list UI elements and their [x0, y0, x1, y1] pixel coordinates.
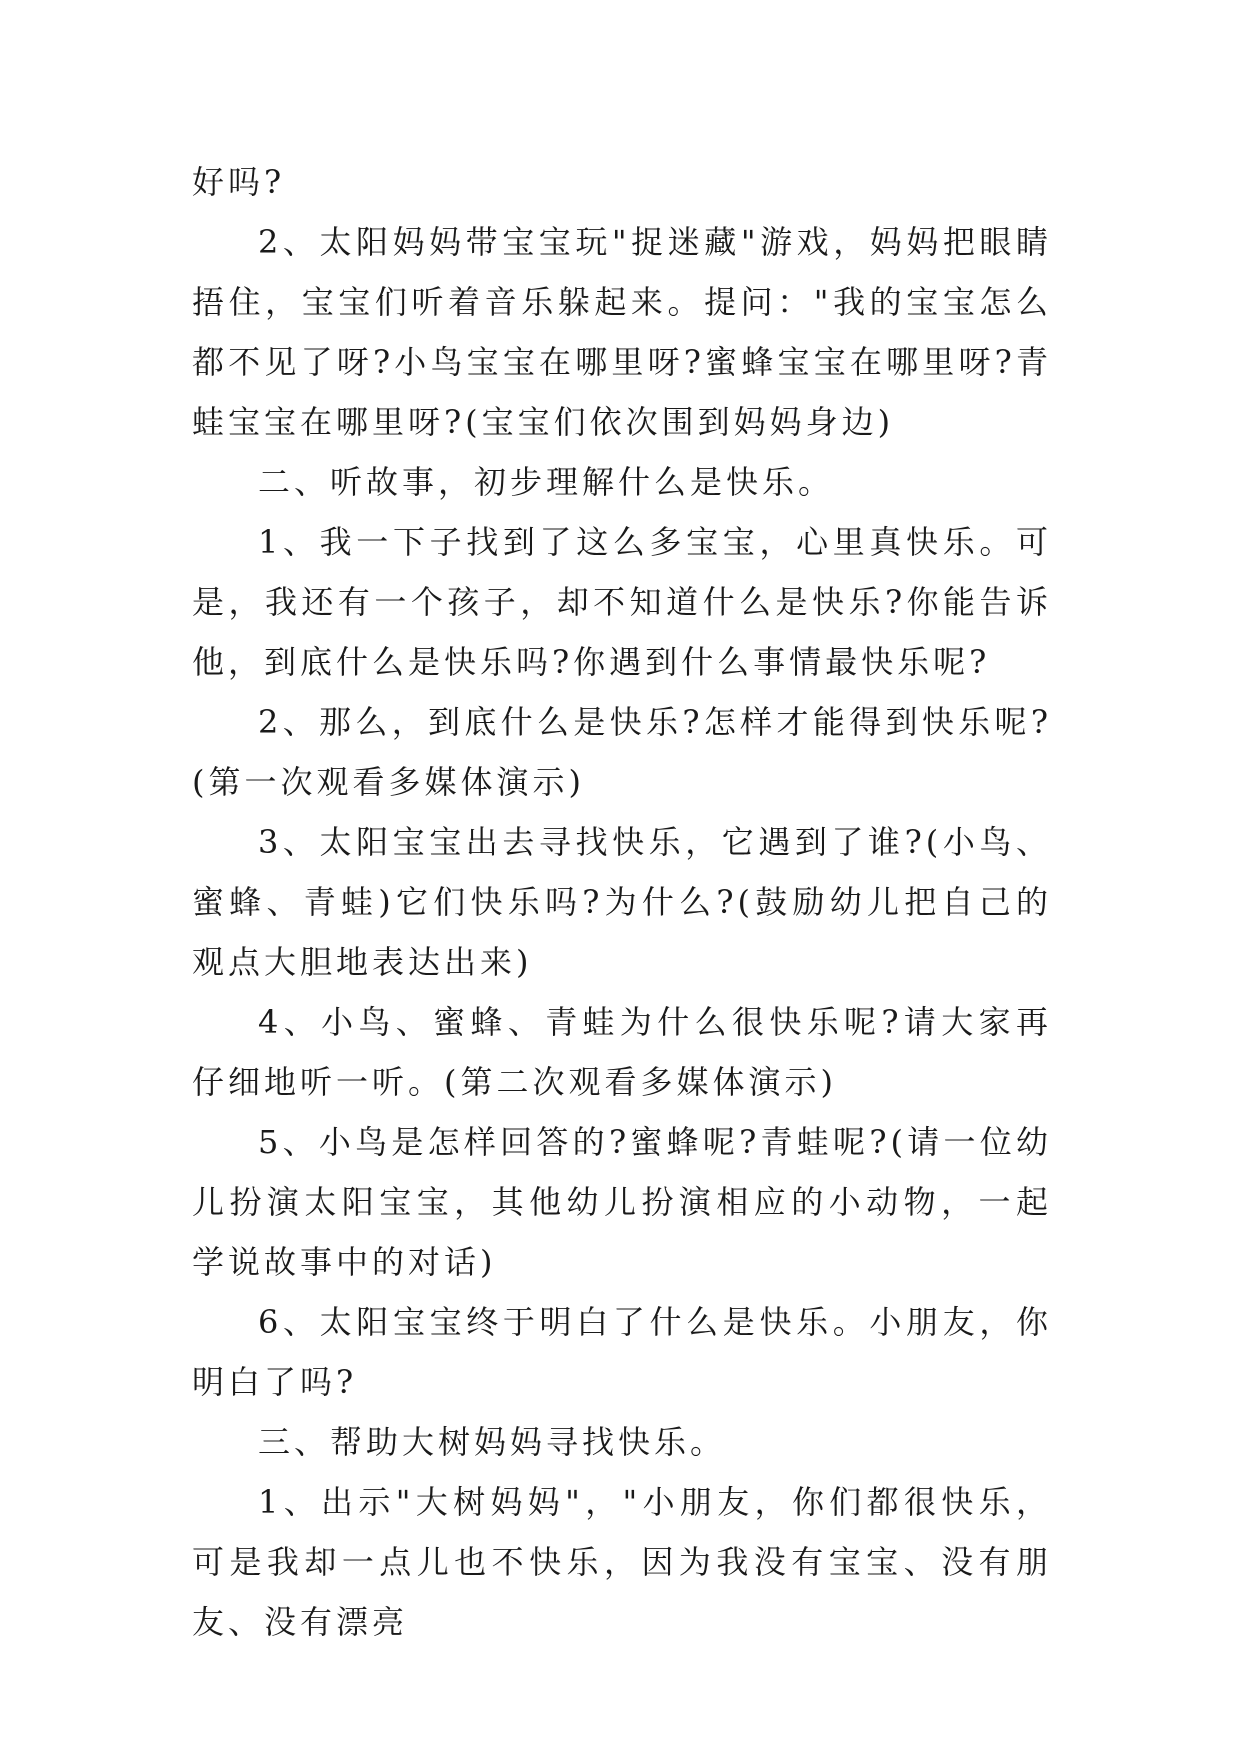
paragraph-tree-mother: 1、出示"大树妈妈"，"小朋友，你们都很快乐，可是我却一点儿也不快乐，因为我没有宝宝、没有朋友、没有漂亮 [192, 1483, 1052, 1641]
document-body [192, 152, 1052, 1652]
paragraph-step-2: 2、那么，到底什么是快乐?怎样才能得到快乐呢?(第一次观看多媒体演示) [192, 703, 1052, 801]
paragraph-step-5: 5、小鸟是怎样回答的?蜜蜂呢?青蛙呢?(请一位幼儿扮演太阳宝宝，其他幼儿扮演相应的小动物，一起学说故事中的对话) [192, 1123, 1052, 1281]
paragraph-step-6: 6、太阳宝宝终于明白了什么是快乐。小朋友，你明白了吗? [192, 1303, 1052, 1401]
paragraph-step-4: 4、小鸟、蜜蜂、青蛙为什么很快乐呢?请大家再仔细地听一听。(第二次观看多媒体演示) [192, 1003, 1052, 1101]
paragraph-continuation: 好吗? [192, 163, 286, 201]
section-heading-listen-story: 二、听故事，初步理解什么是快乐。 [258, 463, 835, 501]
section-heading-help-tree: 三、帮助大树妈妈寻找快乐。 [258, 1423, 727, 1461]
paragraph-step-3: 3、太阳宝宝出去寻找快乐，它遇到了谁?(小鸟、蜜蜂、青蛙)它们快乐吗?为什么?(鼓励幼儿把自己的观点大胆地表达出来) [192, 823, 1052, 981]
paragraph-hide-and-seek: 2、太阳妈妈带宝宝玩"捉迷藏"游戏，妈妈把眼睛捂住，宝宝们听着音乐躲起来。提问："我的宝宝怎么都不见了呀?小鸟宝宝在哪里呀?蜜蜂宝宝在哪里呀?青蛙宝宝在哪里呀?(宝宝们依次围到妈妈身边) [192, 223, 1052, 441]
paragraph-step-1: 1、我一下子找到了这么多宝宝，心里真快乐。可是，我还有一个孩子，却不知道什么是快乐?你能告诉他，到底什么是快乐吗?你遇到什么事情最快乐呢? [192, 523, 1052, 681]
